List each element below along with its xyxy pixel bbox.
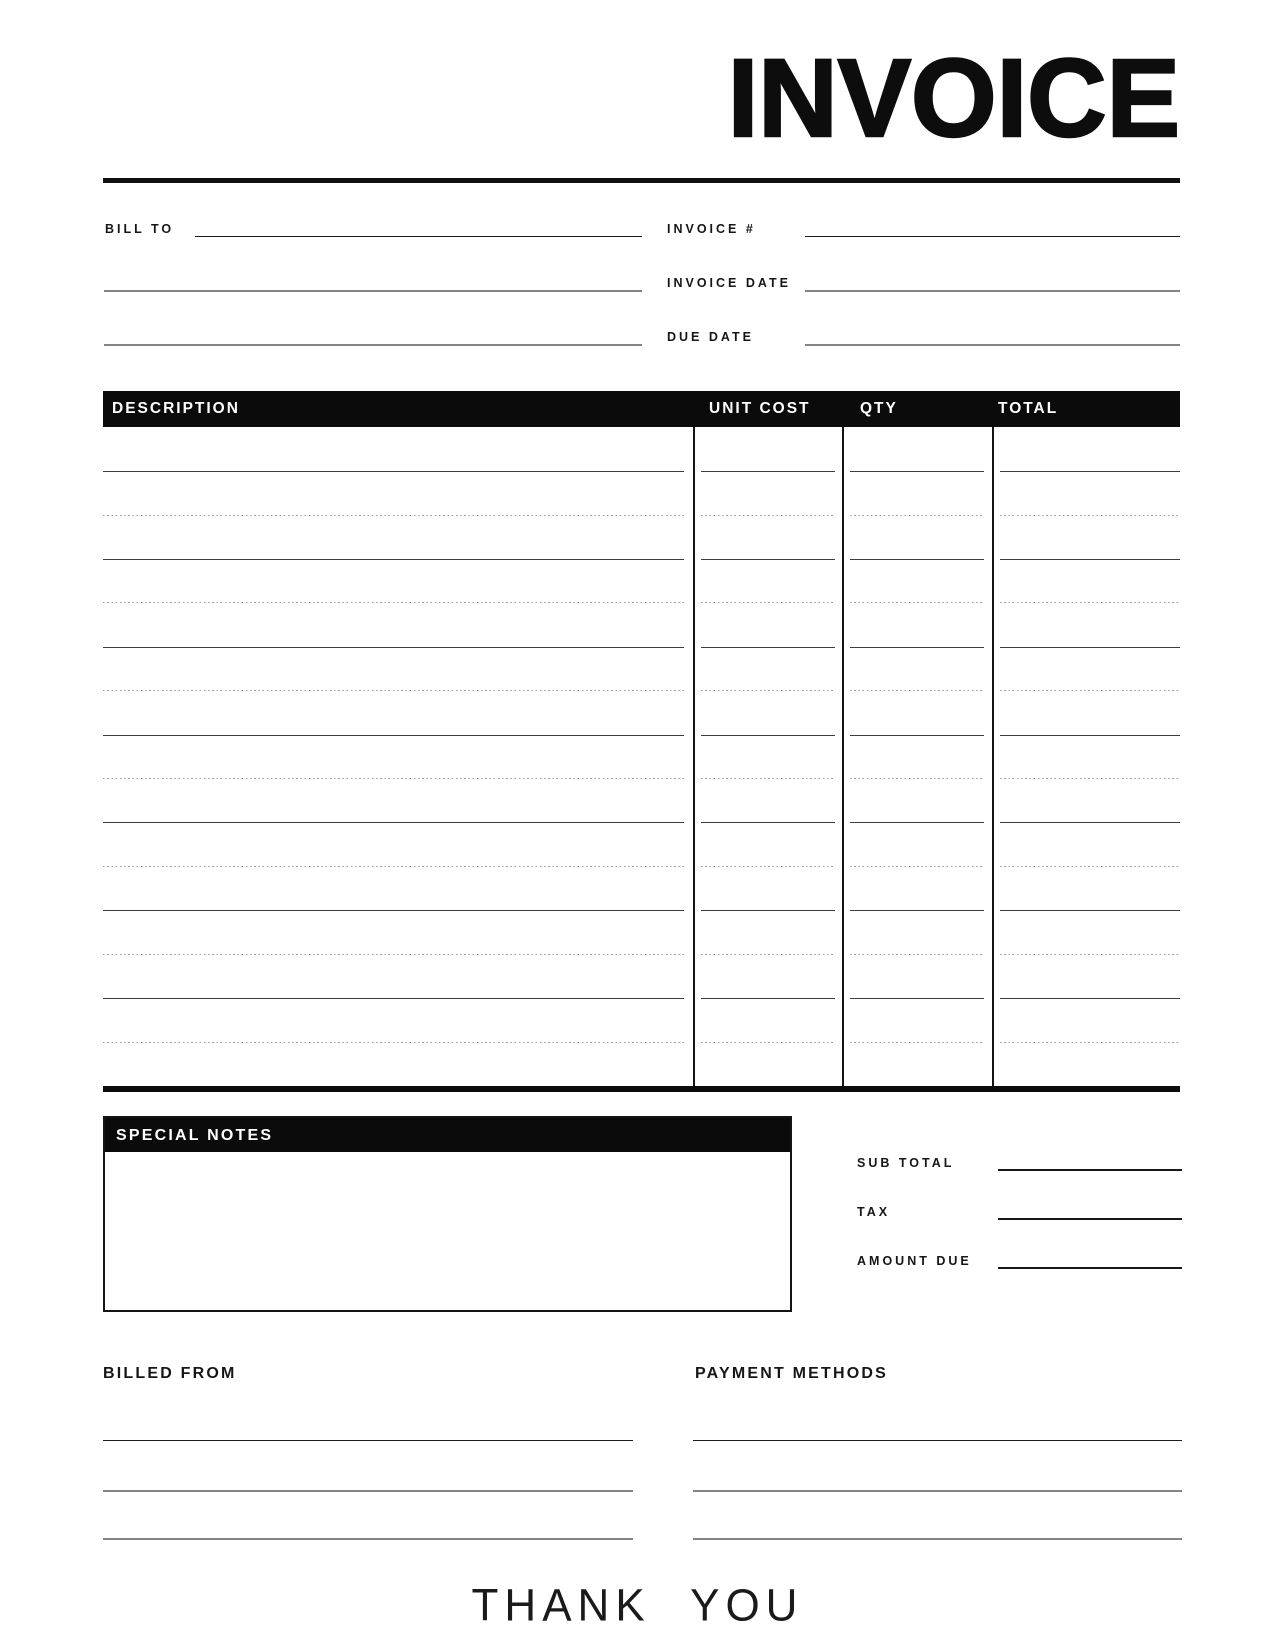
billed-from-line-2: [103, 1490, 633, 1492]
table-row: [103, 779, 1180, 823]
special-notes-label: SPECIAL NOTES: [116, 1127, 274, 1144]
invoice-number-label: INVOICE #: [667, 222, 756, 236]
due-date-line: [805, 344, 1180, 346]
table-row: [103, 910, 1180, 954]
table-row: [103, 866, 1180, 910]
tax-line: [998, 1218, 1182, 1220]
column-divider-total: [992, 427, 994, 1086]
sub-total-line: [998, 1169, 1182, 1171]
table-row: [103, 954, 1180, 998]
billed-from-line-3: [103, 1538, 633, 1540]
payment-methods-line-3: [693, 1538, 1182, 1540]
page-title: INVOICE: [727, 37, 1180, 160]
column-divider-unit-cost: [693, 427, 695, 1086]
billed-from-label: BILLED FROM: [103, 1365, 237, 1382]
table-row: [103, 603, 1180, 647]
column-header-qty: QTY: [860, 400, 898, 417]
thank-you-text: THANK YOU: [471, 1580, 804, 1631]
bill-to-line-3: [104, 344, 642, 346]
table-row: [103, 1042, 1180, 1086]
invoice-date-label: INVOICE DATE: [667, 276, 791, 290]
special-notes-box: [103, 1116, 792, 1312]
special-notes-header: [105, 1118, 790, 1152]
table-row: [103, 427, 1180, 471]
table-row: [103, 998, 1180, 1042]
table-bottom-rule: [103, 1086, 1180, 1092]
bill-to-label: BILL TO: [105, 222, 175, 236]
column-header-total: TOTAL: [998, 400, 1059, 417]
table-row: [103, 735, 1180, 779]
bill-to-line-1: [195, 236, 642, 237]
payment-methods-label: PAYMENT METHODS: [695, 1365, 889, 1382]
table-row: [103, 471, 1180, 515]
table-row: [103, 691, 1180, 735]
items-table-body: [103, 427, 1180, 1086]
sub-total-label: SUB TOTAL: [857, 1156, 955, 1170]
special-notes-area: [105, 1152, 790, 1310]
tax-label: TAX: [857, 1205, 891, 1219]
bill-to-line-2: [104, 290, 642, 292]
amount-due-line: [998, 1267, 1182, 1269]
table-row: [103, 647, 1180, 691]
column-header-unit-cost: UNIT COST: [709, 400, 811, 417]
table-row: [103, 559, 1180, 603]
invoice-date-line: [805, 290, 1180, 292]
invoice-number-line: [805, 236, 1180, 237]
items-table: [103, 391, 1180, 1086]
amount-due-label: AMOUNT DUE: [857, 1254, 972, 1268]
payment-methods-line-2: [693, 1490, 1182, 1492]
header-divider-rule: [103, 178, 1180, 183]
items-table-header: [103, 391, 1180, 427]
table-row: [103, 822, 1180, 866]
payment-methods-line-1: [693, 1440, 1182, 1441]
billed-from-line-1: [103, 1440, 633, 1441]
column-header-description: DESCRIPTION: [112, 400, 240, 417]
column-divider-qty: [842, 427, 844, 1086]
table-row: [103, 515, 1180, 559]
due-date-label: DUE DATE: [667, 330, 754, 344]
